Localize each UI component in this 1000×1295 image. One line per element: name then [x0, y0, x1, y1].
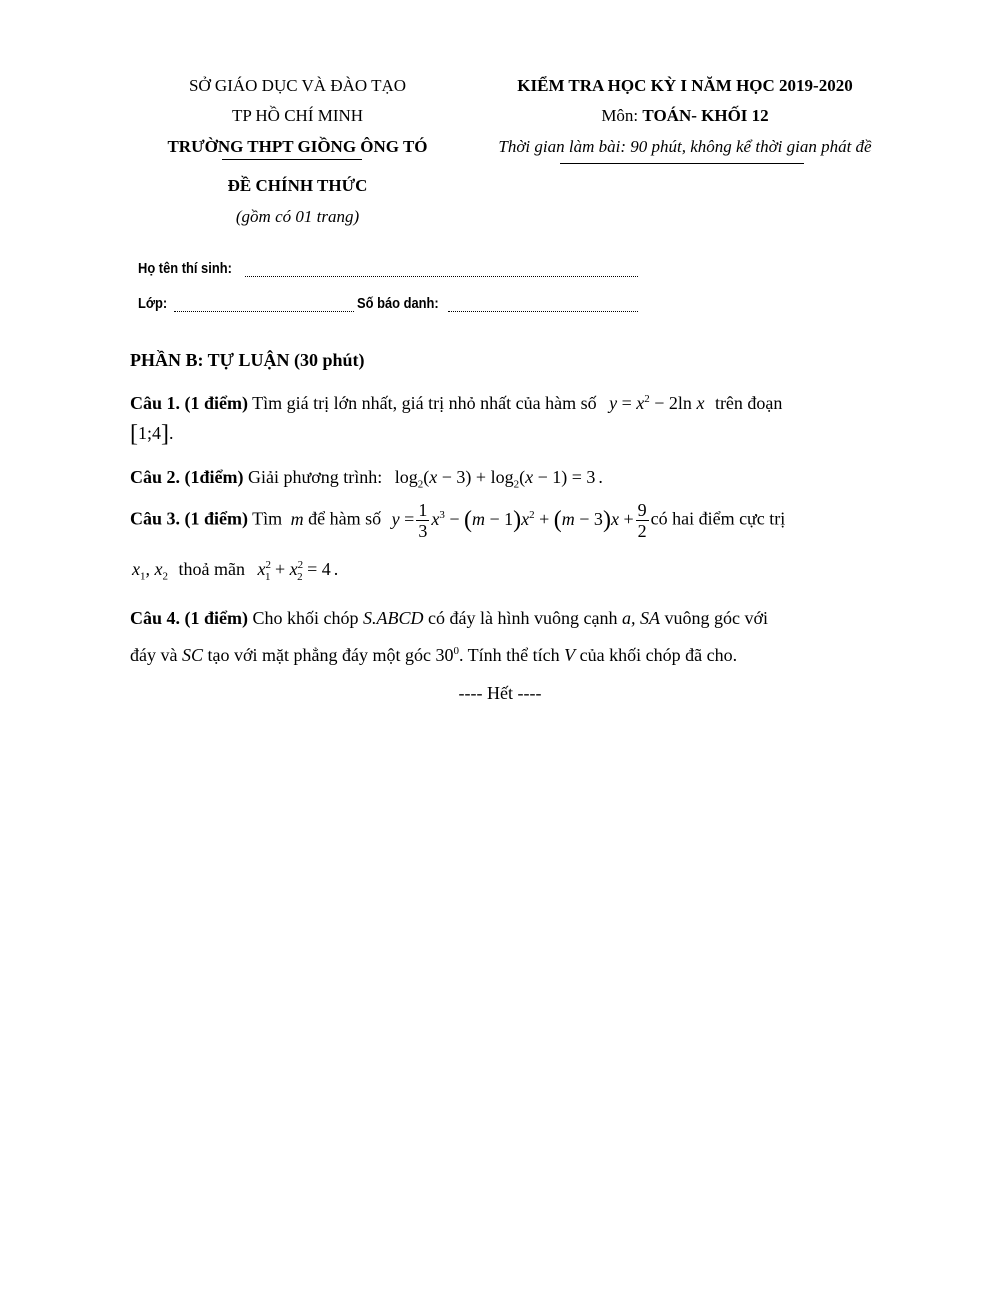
question-3-text-a: Tìm	[248, 508, 287, 529]
question-1-text: Tìm giá trị lớn nhất, giá trị nhỏ nhất của hàm số	[248, 393, 602, 413]
question-4-edge: a, SA	[621, 608, 660, 628]
student-id-row	[357, 295, 452, 313]
school-name: TRƯỜNG THPT GIỒNG ÔNG TÓ	[167, 137, 428, 156]
question-1-function: $y = x^2 - 2\ln$ x	[609, 393, 705, 413]
question-4	[130, 608, 768, 629]
class-row	[138, 295, 172, 313]
question-3-variable: m	[290, 508, 304, 529]
question-1-interval: [1;4]	[130, 421, 170, 447]
subject-label: Môn:	[601, 106, 643, 125]
question-4-text-e: vuông góc với	[659, 608, 768, 628]
question-2-equation: $\log_2(x - 3) + \log_2(x - 1) = 3$	[394, 467, 596, 491]
question-4-text-h: . Tính thể tích	[458, 645, 565, 665]
subject-value: TOÁN- KHỐI 12	[642, 106, 769, 125]
question-1-interval-line	[130, 421, 174, 448]
page-count: (gồm có 01 trang)	[235, 207, 360, 226]
question-3-text-b: để hàm số	[308, 508, 386, 529]
duration-underline	[560, 163, 804, 164]
question-1-end: .	[169, 423, 174, 443]
school-underline	[222, 159, 362, 160]
student-id-label: Số báo danh:	[357, 295, 439, 312]
question-4-text-c: có đáy là hình vuông cạnh	[423, 608, 622, 628]
question-2-text: Giải phương trình:	[243, 467, 387, 487]
question-3-end: .	[333, 559, 339, 579]
question-2-label: Câu 2. (1điểm)	[130, 467, 244, 487]
end-marker: ---- Hết ----	[458, 683, 542, 703]
exam-duration: Thời gian làm bài: 90 phút, không kể thời gian phát đề	[498, 137, 872, 156]
question-4-angle: $30^0$	[435, 645, 459, 665]
question-4-line-2	[130, 645, 737, 666]
question-4-text-a: Cho khối chóp	[248, 608, 363, 628]
question-3	[130, 500, 785, 541]
question-3-label: Câu 3. (1 điểm)	[130, 508, 248, 529]
question-1	[130, 393, 860, 414]
student-name-label: Họ tên thí sinh:	[138, 260, 232, 277]
question-4-text-i: của khối chóp đã cho.	[575, 645, 738, 665]
class-label: Lớp:	[138, 295, 168, 312]
question-3-function: y = $\frac{1}{3}$ $x^3 - (m - 1)x^2 + (m - 3)x$ + $\frac{9}{2}$	[391, 500, 647, 541]
question-1-label: Câu 1. (1 điểm)	[130, 393, 248, 413]
question-2	[130, 467, 603, 491]
department-name: SỞ GIÁO DỤC VÀ ĐÀO TẠO	[188, 76, 407, 95]
question-1-text-b: trên đoạn	[714, 393, 783, 413]
question-4-volume: V	[564, 645, 576, 665]
student-name-row	[138, 260, 247, 278]
question-3-roots: $x_1$, $x_2$	[132, 559, 168, 583]
question-4-pyramid: S.ABCD	[363, 608, 424, 628]
question-3-condition: $x^2_1 + x^2_2 = 4$	[257, 559, 331, 583]
question-4-text-f: đáy và	[130, 645, 182, 665]
student-name-dots	[245, 264, 638, 277]
question-4-label: Câu 4. (1 điểm)	[130, 608, 248, 628]
question-4-text-g: tạo với mặt phẳng đáy một góc	[203, 645, 436, 665]
section-title: PHẦN B: TỰ LUẬN (30 phút)	[130, 350, 365, 370]
question-3-text-c: có hai điểm cực trị	[650, 508, 786, 529]
question-4-sc: SC	[181, 645, 203, 665]
city-name: TP HỒ CHÍ MINH	[231, 106, 364, 125]
subject-line	[470, 106, 900, 126]
class-dots	[174, 299, 354, 312]
student-id-dots	[448, 299, 638, 312]
exam-title: KIỂM TRA HỌC KỲ I NĂM HỌC 2019-2020	[517, 76, 853, 95]
question-2-end: .	[598, 467, 603, 487]
question-3-condition-line	[132, 559, 339, 583]
official-label: ĐỀ CHÍNH THỨC	[227, 176, 368, 195]
question-3-text-d: thoả mãn	[178, 559, 250, 579]
